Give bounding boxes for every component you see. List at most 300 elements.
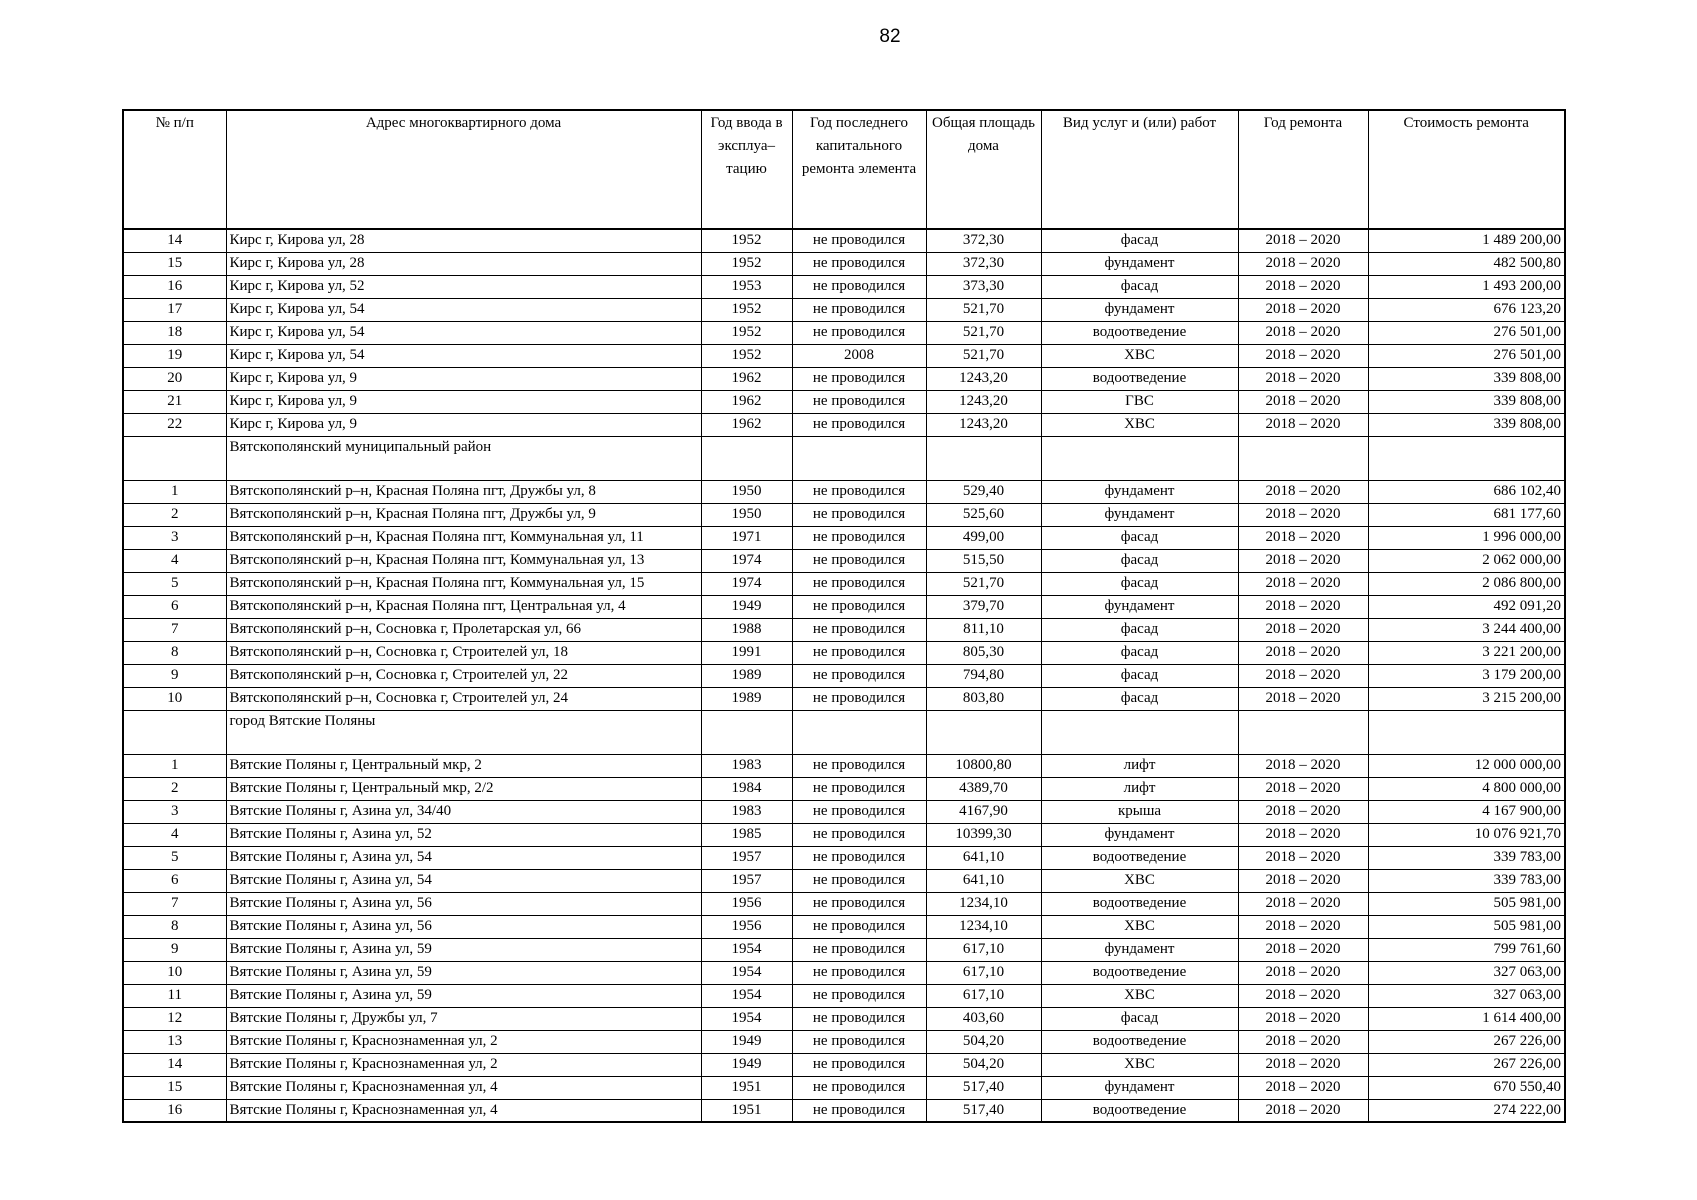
page-number: 82 [879,26,901,47]
cell-last-repair: не проводился [792,1076,926,1099]
cell-num: 15 [123,252,226,275]
cell-num: 10 [123,961,226,984]
cell-address: Вятские Поляны г, Азина ул, 56 [226,915,701,938]
cell-last-repair: не проводился [792,1099,926,1122]
cell-repair-years: 2018 – 2020 [1238,823,1368,846]
table-row [123,846,1565,869]
cell-work-type: водоотведение [1041,846,1238,869]
cell-cost: 327 063,00 [1368,984,1565,1007]
cell-last-repair: не проводился [792,390,926,413]
cell-area: 529,40 [926,480,1041,503]
cell-address: Вятские Поляны г, Азина ул, 56 [226,892,701,915]
cell-last-repair: не проводился [792,480,926,503]
cell-cost: 492 091,20 [1368,595,1565,618]
cell-last-repair: не проводился [792,823,926,846]
cell-repair-years: 2018 – 2020 [1238,961,1368,984]
cell-num: 7 [123,892,226,915]
cell-cost: 339 808,00 [1368,367,1565,390]
table-row [123,1007,1565,1030]
cell-work-type: лифт [1041,777,1238,800]
cell-cost: 799 761,60 [1368,938,1565,961]
table-row [123,390,1565,413]
cell-area: 805,30 [926,641,1041,664]
empty-cell [792,710,926,754]
cell-repair-years: 2018 – 2020 [1238,1030,1368,1053]
cell-work-type: ХВС [1041,869,1238,892]
cell-repair-years: 2018 – 2020 [1238,846,1368,869]
cell-cost: 2 086 800,00 [1368,572,1565,595]
cell-area: 4389,70 [926,777,1041,800]
table-row [123,229,1565,252]
cell-area: 521,70 [926,344,1041,367]
cell-year-built: 1952 [701,252,792,275]
table-row [123,915,1565,938]
cell-area: 504,20 [926,1030,1041,1053]
cell-num: 5 [123,572,226,595]
cell-address: Кирс г, Кирова ул, 9 [226,413,701,436]
cell-cost: 339 808,00 [1368,390,1565,413]
header-cost: Стоимость ремонта [1368,110,1565,229]
cell-year-built: 1950 [701,503,792,526]
cell-area: 1234,10 [926,915,1041,938]
empty-cell [1041,436,1238,480]
cell-num: 12 [123,1007,226,1030]
cell-num: 9 [123,664,226,687]
cell-area: 1243,20 [926,413,1041,436]
cell-cost: 1 614 400,00 [1368,1007,1565,1030]
cell-address: Вятские Поляны г, Азина ул, 59 [226,938,701,961]
cell-work-type: фасад [1041,572,1238,595]
cell-area: 525,60 [926,503,1041,526]
table-row [123,938,1565,961]
cell-area: 641,10 [926,869,1041,892]
cell-area: 617,10 [926,961,1041,984]
cell-area: 521,70 [926,321,1041,344]
cell-last-repair: не проводился [792,503,926,526]
cell-area: 811,10 [926,618,1041,641]
cell-last-repair: не проводился [792,413,926,436]
cell-last-repair: не проводился [792,1007,926,1030]
cell-year-built: 1983 [701,754,792,777]
cell-repair-years: 2018 – 2020 [1238,275,1368,298]
cell-address: Вятские Поляны г, Центральный мкр, 2 [226,754,701,777]
cell-work-type: фасад [1041,526,1238,549]
cell-area: 4167,90 [926,800,1041,823]
empty-cell [926,436,1041,480]
cell-address: Вятские Поляны г, Дружбы ул, 7 [226,1007,701,1030]
cell-cost: 339 783,00 [1368,869,1565,892]
cell-work-type: крыша [1041,800,1238,823]
cell-num: 15 [123,1076,226,1099]
cell-work-type: водоотведение [1041,321,1238,344]
cell-cost: 276 501,00 [1368,321,1565,344]
cell-last-repair: не проводился [792,641,926,664]
cell-num: 7 [123,618,226,641]
empty-cell [1238,436,1368,480]
section-title: город Вятские Поляны [226,710,701,754]
cell-repair-years: 2018 – 2020 [1238,390,1368,413]
cell-repair-years: 2018 – 2020 [1238,526,1368,549]
cell-repair-years: 2018 – 2020 [1238,503,1368,526]
cell-num: 19 [123,344,226,367]
cell-repair-years: 2018 – 2020 [1238,618,1368,641]
cell-work-type: водоотведение [1041,1030,1238,1053]
cell-year-built: 1954 [701,984,792,1007]
cell-work-type: ГВС [1041,390,1238,413]
cell-repair-years: 2018 – 2020 [1238,777,1368,800]
table-row [123,321,1565,344]
cell-work-type: ХВС [1041,413,1238,436]
cell-last-repair: не проводился [792,595,926,618]
empty-cell [1041,710,1238,754]
cell-work-type: ХВС [1041,915,1238,938]
cell-area: 515,50 [926,549,1041,572]
cell-year-built: 1954 [701,1007,792,1030]
cell-cost: 505 981,00 [1368,892,1565,915]
cell-work-type: фасад [1041,275,1238,298]
cell-area: 1234,10 [926,892,1041,915]
cell-cost: 3 215 200,00 [1368,687,1565,710]
cell-repair-years: 2018 – 2020 [1238,892,1368,915]
cell-address: Кирс г, Кирова ул, 52 [226,275,701,298]
cell-num: 5 [123,846,226,869]
cell-num: 16 [123,275,226,298]
cell-year-built: 1988 [701,618,792,641]
cell-cost: 676 123,20 [1368,298,1565,321]
cell-address: Вятские Поляны г, Азина ул, 59 [226,984,701,1007]
cell-last-repair: не проводился [792,800,926,823]
cell-area: 379,70 [926,595,1041,618]
cell-last-repair: не проводился [792,915,926,938]
table-row [123,1076,1565,1099]
table-row [123,823,1565,846]
cell-year-built: 1962 [701,413,792,436]
cell-address: Вятскополянский р–н, Сосновка г, Строителей ул, 22 [226,664,701,687]
cell-last-repair: не проводился [792,1030,926,1053]
cell-area: 504,20 [926,1053,1041,1076]
cell-address: Кирс г, Кирова ул, 54 [226,321,701,344]
cell-num: 20 [123,367,226,390]
cell-last-repair: не проводился [792,938,926,961]
cell-last-repair: не проводился [792,664,926,687]
cell-num: 13 [123,1030,226,1053]
cell-repair-years: 2018 – 2020 [1238,1007,1368,1030]
cell-area: 641,10 [926,846,1041,869]
table-row [123,892,1565,915]
cell-address: Кирс г, Кирова ул, 28 [226,229,701,252]
cell-address: Вятскополянский р–н, Сосновка г, Пролетарская ул, 66 [226,618,701,641]
cell-last-repair: не проводился [792,961,926,984]
cell-address: Кирс г, Кирова ул, 54 [226,344,701,367]
cell-repair-years: 2018 – 2020 [1238,915,1368,938]
cell-repair-years: 2018 – 2020 [1238,1076,1368,1099]
cell-work-type: фундамент [1041,823,1238,846]
table-row [123,367,1565,390]
cell-area: 517,40 [926,1099,1041,1122]
cell-area: 521,70 [926,298,1041,321]
cell-cost: 274 222,00 [1368,1099,1565,1122]
empty-cell [701,436,792,480]
cell-cost: 276 501,00 [1368,344,1565,367]
table-row [123,687,1565,710]
cell-repair-years: 2018 – 2020 [1238,595,1368,618]
table-row [123,800,1565,823]
cell-address: Вятскополянский р–н, Красная Поляна пгт, Коммунальная ул, 11 [226,526,701,549]
table-row [123,595,1565,618]
table-row [123,413,1565,436]
cell-last-repair: не проводился [792,367,926,390]
cell-area: 794,80 [926,664,1041,687]
table-row [123,618,1565,641]
header-work-type: Вид услуг и (или) работ [1041,110,1238,229]
cell-work-type: фасад [1041,687,1238,710]
cell-area: 1243,20 [926,390,1041,413]
cell-cost: 1 996 000,00 [1368,526,1565,549]
cell-year-built: 1953 [701,275,792,298]
cell-last-repair: не проводился [792,846,926,869]
table-row [123,754,1565,777]
cell-cost: 339 808,00 [1368,413,1565,436]
empty-cell [123,436,226,480]
cell-cost: 3 179 200,00 [1368,664,1565,687]
cell-repair-years: 2018 – 2020 [1238,549,1368,572]
cell-year-built: 1954 [701,938,792,961]
cell-address: Вятскополянский р–н, Красная Поляна пгт, Дружбы ул, 8 [226,480,701,503]
cell-work-type: ХВС [1041,1053,1238,1076]
cell-work-type: водоотведение [1041,961,1238,984]
cell-num: 2 [123,777,226,800]
cell-last-repair: не проводился [792,549,926,572]
table-row [123,480,1565,503]
cell-address: Вятские Поляны г, Краснознаменная ул, 4 [226,1099,701,1122]
cell-repair-years: 2018 – 2020 [1238,664,1368,687]
cell-repair-years: 2018 – 2020 [1238,938,1368,961]
empty-cell [1238,710,1368,754]
cell-repair-years: 2018 – 2020 [1238,367,1368,390]
table-row [123,275,1565,298]
table-row [123,1030,1565,1053]
cell-last-repair: не проводился [792,1053,926,1076]
cell-last-repair: не проводился [792,572,926,595]
cell-repair-years: 2018 – 2020 [1238,984,1368,1007]
cell-year-built: 1991 [701,641,792,664]
cell-address: Вятские Поляны г, Краснознаменная ул, 4 [226,1076,701,1099]
cell-repair-years: 2018 – 2020 [1238,754,1368,777]
cell-cost: 12 000 000,00 [1368,754,1565,777]
cell-num: 6 [123,869,226,892]
cell-year-built: 1971 [701,526,792,549]
cell-address: Вятские Поляны г, Краснознаменная ул, 2 [226,1030,701,1053]
cell-work-type: фундамент [1041,503,1238,526]
cell-year-built: 1983 [701,800,792,823]
table-row [123,298,1565,321]
table-row [123,1053,1565,1076]
cell-year-built: 1952 [701,344,792,367]
cell-address: Вятские Поляны г, Азина ул, 54 [226,869,701,892]
cell-year-built: 1952 [701,298,792,321]
cell-work-type: фасад [1041,1007,1238,1030]
header-year-built: Год ввода в эксплуа– тацию [701,110,792,229]
cell-repair-years: 2018 – 2020 [1238,687,1368,710]
cell-work-type: фасад [1041,618,1238,641]
cell-cost: 267 226,00 [1368,1053,1565,1076]
cell-year-built: 1984 [701,777,792,800]
cell-last-repair: не проводился [792,618,926,641]
table-row [123,1099,1565,1122]
cell-area: 499,00 [926,526,1041,549]
cell-area: 617,10 [926,938,1041,961]
cell-repair-years: 2018 – 2020 [1238,252,1368,275]
cell-area: 403,60 [926,1007,1041,1030]
cell-repair-years: 2018 – 2020 [1238,572,1368,595]
cell-num: 8 [123,641,226,664]
cell-num: 18 [123,321,226,344]
cell-work-type: водоотведение [1041,1099,1238,1122]
cell-cost: 267 226,00 [1368,1030,1565,1053]
cell-cost: 2 062 000,00 [1368,549,1565,572]
cell-year-built: 1952 [701,229,792,252]
table-body [123,229,1565,1122]
cell-area: 372,30 [926,252,1041,275]
table-row [123,526,1565,549]
cell-year-built: 1957 [701,846,792,869]
table-row [123,777,1565,800]
cell-last-repair: не проводился [792,229,926,252]
cell-repair-years: 2018 – 2020 [1238,229,1368,252]
table-row [123,549,1565,572]
cell-work-type: ХВС [1041,344,1238,367]
cell-num: 16 [123,1099,226,1122]
cell-year-built: 1974 [701,549,792,572]
cell-repair-years: 2018 – 2020 [1238,1053,1368,1076]
cell-area: 517,40 [926,1076,1041,1099]
cell-last-repair: не проводился [792,526,926,549]
cell-work-type: фасад [1041,229,1238,252]
cell-repair-years: 2018 – 2020 [1238,1099,1368,1122]
cell-num: 21 [123,390,226,413]
cell-address: Вятские Поляны г, Азина ул, 52 [226,823,701,846]
cell-last-repair: не проводился [792,754,926,777]
cell-last-repair: не проводился [792,275,926,298]
cell-repair-years: 2018 – 2020 [1238,321,1368,344]
section-title: Вятскополянский муниципальный район [226,436,701,480]
cell-num: 6 [123,595,226,618]
empty-cell [1368,710,1565,754]
cell-address: Вятскополянский р–н, Сосновка г, Строителей ул, 24 [226,687,701,710]
cell-address: Вятские Поляны г, Центральный мкр, 2/2 [226,777,701,800]
cell-num: 2 [123,503,226,526]
cell-cost: 1 493 200,00 [1368,275,1565,298]
cell-work-type: фасад [1041,664,1238,687]
table-row [123,961,1565,984]
cell-last-repair: не проводился [792,869,926,892]
empty-cell [792,436,926,480]
cell-area: 10399,30 [926,823,1041,846]
cell-year-built: 1950 [701,480,792,503]
empty-cell [123,710,226,754]
header-last-repair: Год последнего капитального ремонта элемента [792,110,926,229]
cell-num: 10 [123,687,226,710]
cell-year-built: 1962 [701,367,792,390]
cell-area: 803,80 [926,687,1041,710]
cell-num: 1 [123,754,226,777]
cell-num: 14 [123,229,226,252]
cell-work-type: фундамент [1041,252,1238,275]
cell-last-repair: не проводился [792,687,926,710]
cell-address: Вятские Поляны г, Азина ул, 34/40 [226,800,701,823]
header-row [123,110,1565,229]
table-header [123,110,1565,229]
empty-cell [1368,436,1565,480]
cell-year-built: 1956 [701,915,792,938]
cell-year-built: 1989 [701,687,792,710]
cell-year-built: 1949 [701,1030,792,1053]
repair-table [122,109,1566,1123]
cell-repair-years: 2018 – 2020 [1238,344,1368,367]
cell-work-type: фасад [1041,641,1238,664]
cell-work-type: фундамент [1041,298,1238,321]
cell-address: Кирс г, Кирова ул, 28 [226,252,701,275]
cell-address: Кирс г, Кирова ул, 54 [226,298,701,321]
cell-last-repair: не проводился [792,777,926,800]
cell-last-repair: 2008 [792,344,926,367]
cell-work-type: водоотведение [1041,367,1238,390]
cell-address: Вятскополянский р–н, Красная Поляна пгт, Центральная ул, 4 [226,595,701,618]
cell-work-type: водоотведение [1041,892,1238,915]
cell-address: Вятскополянский р–н, Сосновка г, Строителей ул, 18 [226,641,701,664]
table-row [123,344,1565,367]
cell-repair-years: 2018 – 2020 [1238,800,1368,823]
table-row [123,869,1565,892]
cell-year-built: 1951 [701,1099,792,1122]
cell-repair-years: 2018 – 2020 [1238,480,1368,503]
cell-year-built: 1954 [701,961,792,984]
cell-area: 373,30 [926,275,1041,298]
section-row [123,436,1565,480]
empty-cell [926,710,1041,754]
cell-area: 521,70 [926,572,1041,595]
cell-cost: 327 063,00 [1368,961,1565,984]
header-area: Общая площадь дома [926,110,1041,229]
cell-cost: 681 177,60 [1368,503,1565,526]
cell-num: 11 [123,984,226,1007]
cell-year-built: 1951 [701,1076,792,1099]
table-row [123,984,1565,1007]
cell-repair-years: 2018 – 2020 [1238,641,1368,664]
cell-area: 1243,20 [926,367,1041,390]
cell-cost: 3 244 400,00 [1368,618,1565,641]
cell-work-type: фундамент [1041,480,1238,503]
cell-address: Вятскополянский р–н, Красная Поляна пгт, Коммунальная ул, 15 [226,572,701,595]
cell-work-type: фундамент [1041,595,1238,618]
cell-cost: 10 076 921,70 [1368,823,1565,846]
cell-year-built: 1949 [701,595,792,618]
cell-area: 617,10 [926,984,1041,1007]
cell-work-type: ХВС [1041,984,1238,1007]
table-row [123,503,1565,526]
cell-area: 10800,80 [926,754,1041,777]
cell-year-built: 1949 [701,1053,792,1076]
cell-year-built: 1985 [701,823,792,846]
cell-cost: 4 167 900,00 [1368,800,1565,823]
cell-address: Вятские Поляны г, Азина ул, 59 [226,961,701,984]
cell-year-built: 1974 [701,572,792,595]
cell-work-type: фасад [1041,549,1238,572]
cell-num: 3 [123,526,226,549]
cell-address: Вятские Поляны г, Азина ул, 54 [226,846,701,869]
cell-last-repair: не проводился [792,892,926,915]
cell-cost: 482 500,80 [1368,252,1565,275]
